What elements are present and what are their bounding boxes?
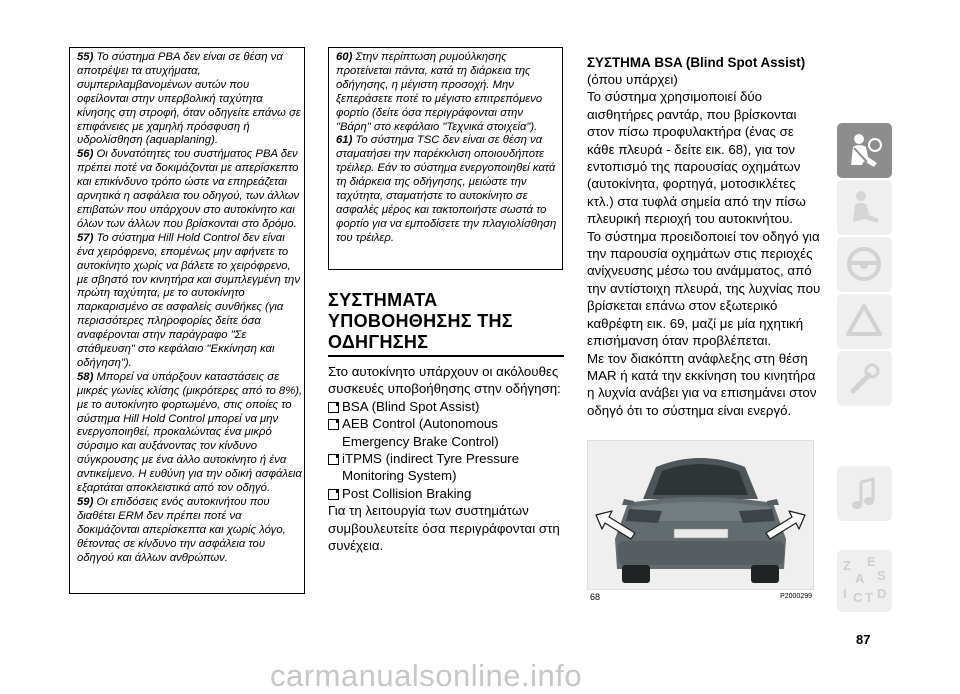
svg-text:A: A [855,571,865,586]
list-item: AEB Control (Autonomous Emergency Brake Control) [328,415,564,450]
driver-icon[interactable] [837,180,892,235]
notes-box-left [69,47,305,594]
note-55: 55) Το σύστημα PBA δεν είναι σε θέση να αποτρέψει τα ατυχήματα, συμπεριλαμβανομένων αυτών που οφείλονται στην υπερβολική ταχύτητα κίνησης στη στροφή, όταν οδηγείτε επάνω σε επιφάνειες με χαμηλή πρόσφυση ή υδρολίσθηση (aquaplaning). [77,51,301,147]
bsa-availability: (όπου υπάρχει) [587,72,678,87]
watermark: carmanualsonline.info [270,658,583,693]
steering-wheel-icon[interactable] [837,237,892,292]
checkbox-bullet-icon [328,454,339,465]
list-item: iTPMS (indirect Tyre Pressure Monitoring System) [328,450,564,485]
section-intro: Στο αυτοκίνητο υπάρχουν οι ακόλουθες συσκευές υποβοήθησης στην οδήγηση: [328,364,561,397]
warning-triangle-icon[interactable] [837,294,892,349]
notes-box-middle [328,47,563,270]
svg-text:C: C [853,590,863,605]
figure-number: 68 [590,592,601,602]
note-58: 58) Μπορεί να υπάρξουν καταστάσεις σε μικρές γωνίες κλίσης (μικρότερες από το 8%), με το αυτοκίνητο φορτωμένο, στις οποίες το σύστημα Hill Hold Control μπορεί να μην ενεργοποιηθεί, προκαλώντας ένα μικρό σύρσιμο και αυξάνοντας τον κίνδυνο σύγκρουσης με ένα άλλο αυτοκίνητο ή ένα αντικείμενο. Η ευθύνη για την οδική ασφάλεια εξαρτάται αποκλειστικά από τον οδηγό. [77,370,303,495]
figure-code: P2000299 [780,593,812,600]
svg-text:D: D [877,586,887,601]
bsa-warning-description: Το σύστημα προειδοποιεί τον οδηγό για την παρουσία οχημάτων στις περιοχές ανίχνευσης μέσω του ανάμματος, από την αντίστοιχη πλευρά, της λυχνίας που βρίσκεται επάνω στον εξωτερικό καθρέφτη εικ. 69, μαζί με μία ηχητική επισήμανση όταν προβλέπεται. [587,228,821,349]
bsa-section [587,55,823,419]
section-title-rule [328,355,564,357]
notes-list-middle [336,51,560,246]
checkbox-bullet-icon [328,489,339,500]
seatbelt-airbag-icon[interactable] [837,123,892,178]
checkbox-bullet-icon [328,419,339,430]
note-56: 56) Οι δυνατότητες του συστήματος PBA δεν πρέπει ποτέ να δοκιμάζονται με απερίσκεπτο και επικίνδυνο τρόπο ώστε να επηρεάζεται αρνητικά η ασφάλεια του οδηγού, των άλλων επιβατών που υπάρχουν στο αυτοκίνητο και όλων των άλλων που βρίσκονται στο δρόμο. [77,148,300,230]
note-57: 57) Το σύστημα Hill Hold Control δεν είναι ένα χειρόφρενο, επομένως μην αφήνετε το αυτοκίνητο χωρίς να βάλετε το χειρόφρενο, με σβηστό τον κινητήρα και συμπλεγμένη την πρώτη ταχύτητα, με το αυτοκίνητο παρκαρισμένο σε ασφαλείς συνθήκες (για περισσότερες πληροφορίες δείτε όσα αναφέρονται στην παράγραφο "Σε στάθμευση" στο κεφάλαιο "Εκκίνηση και οδήγηση"). [77,231,300,369]
svg-text:T: T [865,590,873,605]
note-60: 60) Στην περίπτωση ρυμούλκησης προτείνεται πάντα, κατά τη διάρκεια της οδήγησης, η μέγιστη προσοχή. Μην ξεπεράσετε ποτέ το μέγιστο επιτρεπόμενο φορτίο (δείτε όσα περιγράφονται στην "Βάρη" στο κεφάλαιο "Τεχνικά στοιχεία"). [336,51,543,133]
section-title: ΣΥΣΤΗΜΑΤΑ ΥΠΟΒΟΗΘΗΣΗΣ ΤΗΣ ΟΔΗΓΗΣΗΣ [328,290,513,352]
figure-car-rear [587,440,814,590]
list-item: BSA (Blind Spot Assist) [328,398,564,415]
note-61: 61) Το σύστημα TSC δεν είναι σε θέση να σταματήσει την παρέκκλιση οποιουδήποτε τρέιλερ. Εάν το σύστημα ενεργοποιηθεί κατά τη διάρκεια της οδήγησης, μειώστε την ταχύτητα, σταματήστε το αυτοκίνητο σε ασφαλές μέρος και τακτοποιήστε σωστά το φορτίο για να εμποδίσετε την πλαγιολίσθηση του τρέιλερ. [336,134,557,244]
bsa-heading: ΣΥΣΤΗΜΑ BSA (Blind Spot Assist) [587,55,806,70]
svg-text:I: I [843,586,847,601]
section-outro: Για τη λειτουργία των συστημάτων συμβουλευτείτε όσα περιγράφονται στη συνέχεια. [328,503,560,554]
notes-list [77,51,303,566]
svg-text:E: E [867,554,876,569]
sensor-arrow-right-icon [588,441,813,589]
svg-text:S: S [877,568,886,583]
music-note-icon[interactable] [837,466,892,521]
figure-caption [590,592,812,602]
page-number: 87 [856,632,871,647]
bsa-activation: Με τον διακόπτη ανάφλεξης στη θέση MAR ή κατά την εκκίνηση του κινητήρα η λυχνία ανάβει για να επισημάνει στον οδηγό ότι το σύστημα είναι ενεργό. [587,350,817,418]
alphabet-index-icon[interactable] [837,550,892,612]
wrench-car-icon[interactable] [837,351,892,406]
bsa-description: Το σύστημα χρησιμοποιεί δύο αισθητήρες ραντάρ, που βρίσκονται στον πίσω προφυλακτήρα (ένας σε κάθε πλευρά - δείτε εικ. 68), για τον εντοπισμό της παρουσίας οχημάτων (αυτοκίνητα, φορτηγά, μοτοσικλέτες κτλ.) στα τυφλά σημεία από την πίσω πλευρική περιοχή του αυτοκινήτου. [587,89,806,227]
driving-assist-section [328,290,564,554]
note-59: 59) Οι επιδόσεις ενός αυτοκινήτου που διαθέτει ERM δεν πρέπει ποτέ να δοκιμάζονται απερίσκεπτα και χωρίς λόγο, θέτοντας σε κίνδυνο την ασφάλεια του οδηγού και άλλων ανθρώπων. [77,496,286,564]
checkbox-bullet-icon [328,402,339,413]
svg-text:Z: Z [843,558,851,573]
list-item: Post Collision Braking [328,485,564,502]
